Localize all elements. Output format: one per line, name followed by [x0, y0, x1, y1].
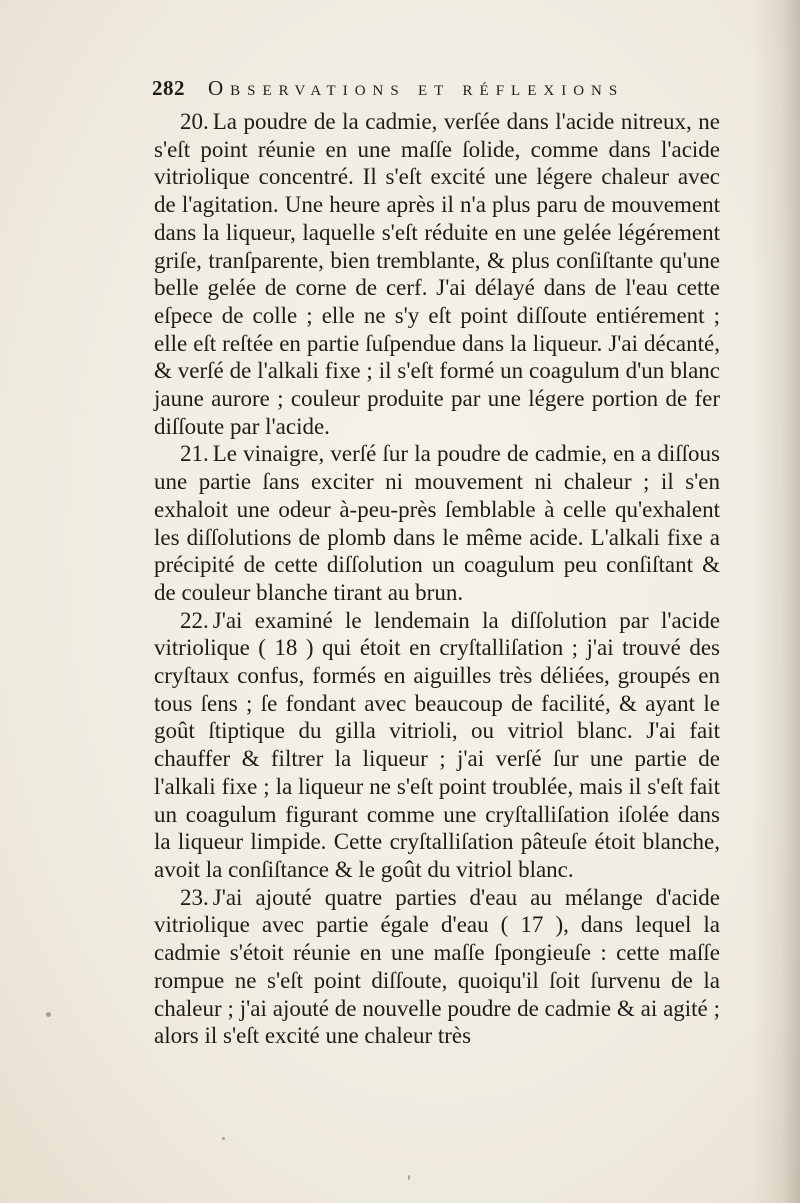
paragraph-text: Le vinaigre, verſé ſur la poudre de cadmie, en a diſſous une partie ſans exciter ni mouvement ni chaleur ; il s'en exhaloit une odeur à-peu-près ſemblable à celle qu'exhalent les diſſolutions de plomb dans le même acide. L'alkali fixe a précipité de cette diſſolution un coagulum peu conſiſtant & de couleur blanche tirant au brun. — [154, 441, 720, 605]
page-number: 282 — [152, 76, 185, 100]
paragraph-number: 21. — [180, 441, 209, 467]
paragraph-number: 23. — [180, 884, 209, 910]
page-edge-shadow — [752, 0, 800, 1203]
ink-speck — [46, 1012, 51, 1017]
paragraph-number: 20. — [180, 109, 209, 134]
paragraph-text: J'ai ajouté quatre parties d'eau au mélange d'acide vitriolique avec partie égale d'eau ( 17 ), dans lequel la cadmie s'étoit réunie en une maſſe ſpongieuſe : cette maſſe rompue ne s'eſt point diſſoute, quoiqu'il ſoit ſurvenu de la chaleur ; j'ai ajouté de nouvelle poudre de cadmie & ai agité ; alors il s'eſt excité une chaleur très — [154, 884, 720, 1049]
paragraph-text: J'ai examiné le lendemain la diſſolution par l'acide vitriolique ( 18 ) qui étoit en cryſtalliſation ; j'ai trouvé des cryſtaux confus, formés en aiguilles très déliées, groupés en tous ſens ; ſe fondant avec beaucoup de facilité, & ayant le goût ſtiptique du gilla vitrioli, ou vitriol blanc. J'ai fait chauffer & filtrer la liqueur ; j'ai verſé ſur une partie de l'alkali fixe ; la liqueur ne s'eſt point troublée, mais il s'eſt fait un coagulum figurant comme une cryſtalliſation iſolée dans la liqueur limpide. Cette cryſtalliſation pâteuſe étoit blanche, avoit la conſiſtance & le goût du vitriol blanc. — [154, 607, 720, 882]
paragraph-20 — [154, 108, 720, 440]
running-title: Observations et réflexions — [208, 76, 625, 100]
paragraph-22 — [154, 607, 720, 884]
paragraph-number: 22. — [180, 607, 209, 633]
paragraph-23 — [154, 884, 720, 1050]
ink-speck — [222, 1137, 225, 1140]
paragraph-text: La poudre de la cadmie, verſée dans l'acide nitreux, ne s'eſt point réunie en une maſſe ſolide, comme dans l'acide vitriolique concentré. Il s'eſt excité une légere chaleur avec de l'agitation. Une heure après il n'a plus paru de mouvement dans la liqueur, laquelle s'eſt réduite en une gelée légérement griſe, tranſparente, bien tremblante, & plus conſiſtante qu'une belle gelée de corne de cerf. J'ai délayé dans de l'eau cette eſpece de colle ; elle ne s'y eſt point diſſoute entiérement ; elle eſt reſtée en partie ſuſpendue dans la liqueur. J'ai décanté, & verſé de l'alkali fixe ; il s'eſt formé un coagulum d'un blanc jaune aurore ; couleur produite par une légere portion de fer diſſoute par l'acide. — [154, 109, 720, 439]
paragraph-21 — [154, 440, 720, 606]
ink-speck — [408, 1175, 410, 1180]
page-header — [152, 72, 712, 104]
body-text — [154, 108, 720, 1050]
